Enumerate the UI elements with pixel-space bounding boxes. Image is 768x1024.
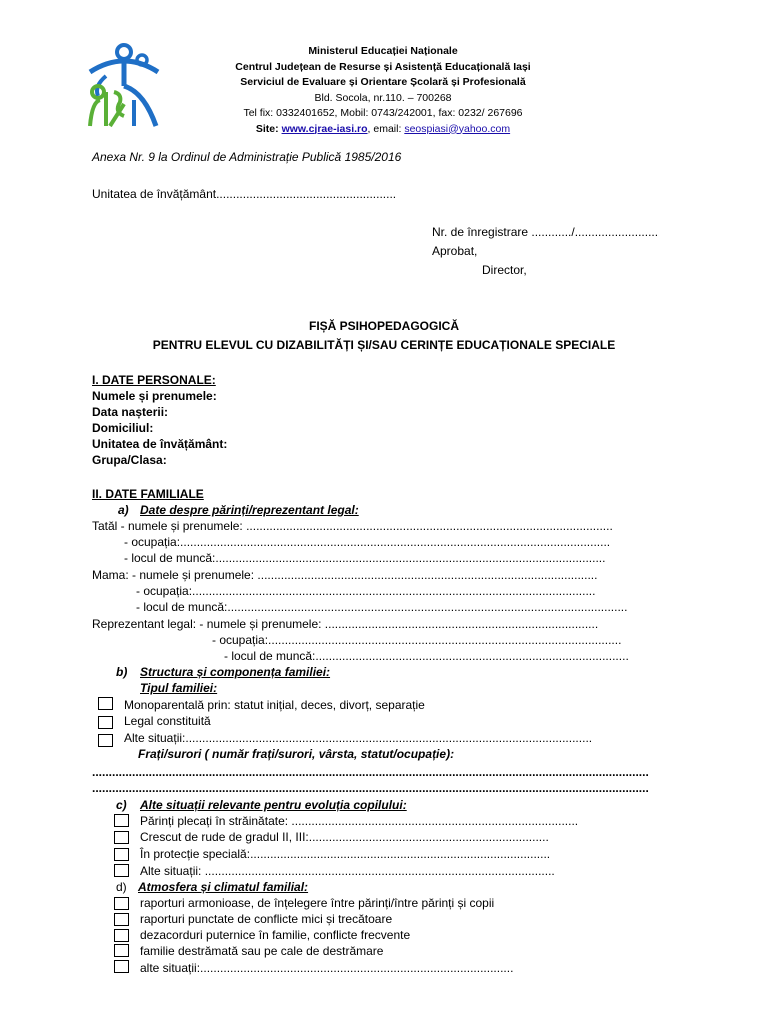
subsection-a-marker: a) — [118, 503, 129, 517]
option-legal: Legal constituită — [124, 714, 211, 728]
option-c-other: Alte situații: ......................................................................................................... — [140, 864, 555, 878]
siblings-title: Frați/surori ( număr frați/surori, vârsta, statut/ocupație): — [138, 747, 455, 761]
mother-name-line: Mama: - numele și prenumele: ...................................................................................................... — [92, 568, 598, 582]
email-label: , email: — [367, 122, 402, 135]
option-single-parent: Monoparentală prin: statut inițial, deces, divorț, separație — [124, 698, 425, 712]
phone-numbers: Tel fix: 0332401652, Mobil: 0743/242001, fax: 0232/ 267696 — [243, 107, 523, 119]
dotted-line-2: ....................................................................................................................................................................... — [92, 781, 649, 795]
representative-work-line: - locul de muncă:.............................................................................................. — [224, 649, 629, 663]
mother-work-line: - locul de muncă:........................................................................................................................ — [136, 600, 628, 614]
registration-number: Nr. de înregistrare ............/......................... — [432, 225, 659, 239]
mother-job-line: - ocupația:......................................................................................................................... — [136, 584, 596, 598]
subsection-a-title: Date despre părinți/reprezentant legal: — [140, 503, 359, 517]
section-personal-heading: I. DATE PERSONALE: — [92, 373, 216, 387]
option-strong-disagreements: dezacorduri puternice în familie, conflicte frecvente — [140, 928, 411, 942]
center-name: Centrul Județean de Resurse și Asistență Educațională Iași — [235, 60, 531, 73]
option-parents-abroad: Părinți plecați în străinătate: ...................................................................................... — [140, 814, 579, 828]
subsection-c-marker: c) — [116, 798, 127, 812]
annex-reference: Anexa Nr. 9 la Ordinul de Administrație Publică 1985/2016 — [92, 150, 402, 164]
site-link[interactable]: www.cjrae-iasi.ro — [281, 122, 368, 135]
family-type-title: Tipul familiei: — [140, 681, 218, 695]
checkbox-type-other[interactable] — [98, 734, 113, 747]
option-small-conflicts: raporturi punctate de conflicte mici și trecătoare — [140, 912, 393, 926]
director-label: Director, — [482, 263, 527, 277]
dotted-line-1: ....................................................................................................................................................................... — [92, 765, 649, 779]
checkbox-single-parent[interactable] — [98, 697, 113, 710]
checkbox-legal[interactable] — [98, 716, 113, 729]
email-link[interactable]: seospiasi@yahoo.com — [404, 122, 511, 135]
checkbox-strong-disagreements[interactable] — [114, 929, 129, 942]
service-name: Serviciul de Evaluare și Orientare Școlară și Profesională — [240, 76, 526, 88]
field-home: Domiciliul: — [92, 421, 154, 435]
section-family-heading: II. DATE FAMILIALE — [92, 487, 204, 501]
field-birth-date: Data nașterii: — [92, 405, 169, 419]
form-title: FIȘĂ PSIHOPEDAGOGICĂ — [308, 319, 460, 333]
father-name-line: Tatăl - numele și prenumele: .............................................................................................................. — [92, 519, 613, 533]
option-broken-family: familie destrămată sau pe cale de destrămare — [140, 944, 384, 958]
institution-header — [200, 44, 566, 137]
checkbox-raised-by-relatives[interactable] — [114, 831, 129, 844]
representative-job-line: - ocupația:.......................................................................................................... — [212, 633, 622, 647]
checkbox-parents-abroad[interactable] — [114, 814, 129, 827]
checkbox-d-other[interactable] — [114, 960, 129, 973]
subsection-b-marker: b) — [116, 665, 128, 679]
school-unit-line: Unitatea de învățământ...................................................... — [92, 187, 397, 201]
checkbox-small-conflicts[interactable] — [114, 913, 129, 926]
father-work-line: - locul de muncă:..................................................................................................................... — [124, 551, 606, 565]
checkbox-broken-family[interactable] — [114, 944, 129, 957]
option-type-other: Alte situații:.......................................................................................................................... — [124, 731, 593, 745]
subsection-b-title: Structura și componența familiei: — [140, 665, 331, 679]
ministry-name: Ministerul Educației Naționale — [308, 45, 458, 57]
option-special-protection: În protecție specială:.......................................................................................... — [140, 847, 551, 861]
field-name: Numele și prenumele: — [92, 389, 217, 403]
field-group: Grupa/Clasa: — [92, 453, 167, 467]
cjrae-logo — [84, 42, 164, 128]
subsection-d-title: Atmosfera și climatul familial: — [138, 880, 309, 894]
checkbox-harmonious[interactable] — [114, 897, 129, 910]
contact-line — [200, 122, 566, 138]
subsection-d-marker: d) — [116, 880, 127, 894]
field-school: Unitatea de învățământ: — [92, 437, 228, 451]
address: Bld. Socola, nr.110. – 700268 — [314, 91, 452, 104]
site-label: Site: — [255, 122, 279, 135]
father-job-line: - ocupația:................................................................................................................................. — [124, 535, 611, 549]
option-harmonious: raporturi armonioase, de înțelegere între părinți/între părinți și copii — [140, 896, 495, 910]
subsection-c-title: Alte situații relevante pentru evoluția copilului: — [140, 798, 407, 812]
checkbox-special-protection[interactable] — [114, 848, 129, 861]
option-raised-by-relatives: Crescut de rude de gradul II, III:........................................................................ — [140, 830, 549, 844]
option-d-other: alte situații:.............................................................................................. — [140, 961, 514, 975]
representative-name-line: Reprezentant legal: - numele și prenumele: .................................................................................. — [92, 617, 599, 631]
checkbox-c-other[interactable] — [114, 864, 129, 877]
approved-label: Aprobat, — [432, 244, 478, 258]
form-subtitle: PENTRU ELEVUL CU DIZABILITĂȚI ȘI/SAU CERINȚE EDUCAȚIONALE SPECIALE — [152, 338, 616, 352]
